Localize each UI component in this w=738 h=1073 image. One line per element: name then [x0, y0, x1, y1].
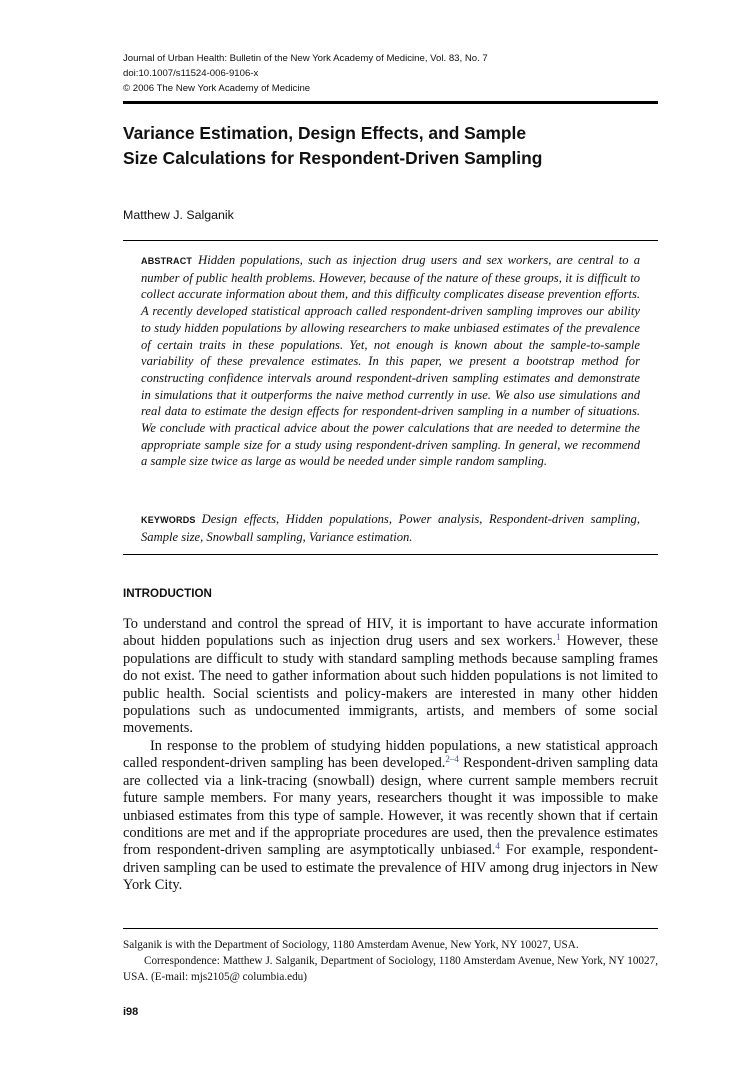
keywords — [141, 511, 640, 545]
introduction-paragraph-2 — [123, 738, 658, 895]
keywords-label: KEYWORDS — [141, 515, 196, 525]
footnote-affiliation: Salganik is with the Department of Sociology, 1180 Amsterdam Avenue, New York, NY 10027, USA. — [123, 939, 579, 951]
p1-text-a: To understand and control the spread of HIV, it is important to have accurate information about hidden populations such as injection drug users and sex workers. — [123, 616, 658, 650]
footnote — [123, 937, 658, 985]
header-rule — [123, 101, 658, 104]
author-name: Matthew J. Salganik — [123, 208, 234, 222]
reference-2-4[interactable]: 2–4 — [445, 754, 459, 765]
abstract-label: ABSTRACT — [141, 256, 193, 266]
title-line-2: Size Calculations for Respondent-Driven Sampling — [123, 148, 543, 168]
p2-text-a: In response to the problem of studying hidden populations, a new statistical approach called respondent-driven sampling has been developed. — [123, 738, 658, 772]
p1-text-b: However, these populations are difficult to study with standard sampling methods because sampling frames do not exist. The need to gather information about such hidden populations is not limited to public health. Social scientists and policy-makers are interested in many other hidden populations such as undocumented immigrants, artists, and members of some social movements. — [123, 633, 659, 737]
abstract-bottom-rule — [123, 554, 658, 555]
abstract-top-rule — [123, 240, 658, 241]
p2-text-b: Respondent-driven sampling data are collected via a link-tracing (snowball) design, where current sample members recruit future sample members. For many years, researchers thought it was impossible to make unbiased estimates from this type of sample. However, it was recently shown that if certain conditions are met and if the appropriate procedures are used, then the prevalence estimates from respondent-driven sampling are asymptotically unbiased. — [123, 755, 658, 859]
footnote-correspondence: Correspondence: Matthew J. Salganik, Department of Sociology, 1180 Amsterdam Avenue, New York, NY 10027, USA. (E-mail: mjs2105@ columbia.edu) — [123, 955, 658, 983]
introduction-paragraph-1 — [123, 616, 658, 738]
abstract — [141, 252, 640, 470]
journal-citation: Journal of Urban Health: Bulletin of the New York Academy of Medicine, Vol. 83, No. 7 — [123, 53, 488, 64]
reference-4[interactable]: 4 — [495, 841, 500, 852]
page-number: i98 — [123, 1006, 139, 1018]
introduction-heading: INTRODUCTION — [123, 587, 212, 600]
reference-1[interactable]: 1 — [556, 632, 561, 643]
copyright: © 2006 The New York Academy of Medicine — [123, 83, 311, 94]
doi: doi:10.1007/s11524-006-9106-x — [123, 68, 259, 79]
journal-header — [123, 51, 663, 96]
title-line-1: Variance Estimation, Design Effects, and Sample — [123, 123, 527, 143]
p2-text-c: For example, respondent-driven sampling can be used to estimate the prevalence of HIV among drug injectors in New York City. — [123, 842, 659, 894]
footnote-rule — [123, 928, 658, 929]
keywords-text: Design effects, Hidden populations, Power analysis, Respondent-driven sampling, Sample size, Snowball sampling, Variance estimation. — [141, 512, 640, 544]
article-title — [123, 121, 658, 171]
abstract-text: Hidden populations, such as injection drug users and sex workers, are central to a number of public health problems. However, because of the nature of these groups, it is difficult to collect accurate information about them, and this difficulty complicates disease prevention efforts. A recently developed statistical approach called respondent-driven sampling improves our ability to study hidden populations by allowing researchers to make unbiased estimates of the prevalence of certain traits in these populations. Yet, not enough is known about the sample-to-sample variability of these prevalence estimates. In this paper, we present a bootstrap method for constructing confidence intervals around respondent-driven sampling estimates and demonstrate in simulations that it outperforms the naive method currently in use. We also use simulations and real data to estimate the design effects for respondent-driven sampling in a number of situations. We conclude with practical advice about the power calculations that are needed to determine the appropriate sample size for a study using respondent-driven sampling. In general, we recommend a sample size twice as large as would be needed under simple random sampling. — [141, 253, 640, 469]
